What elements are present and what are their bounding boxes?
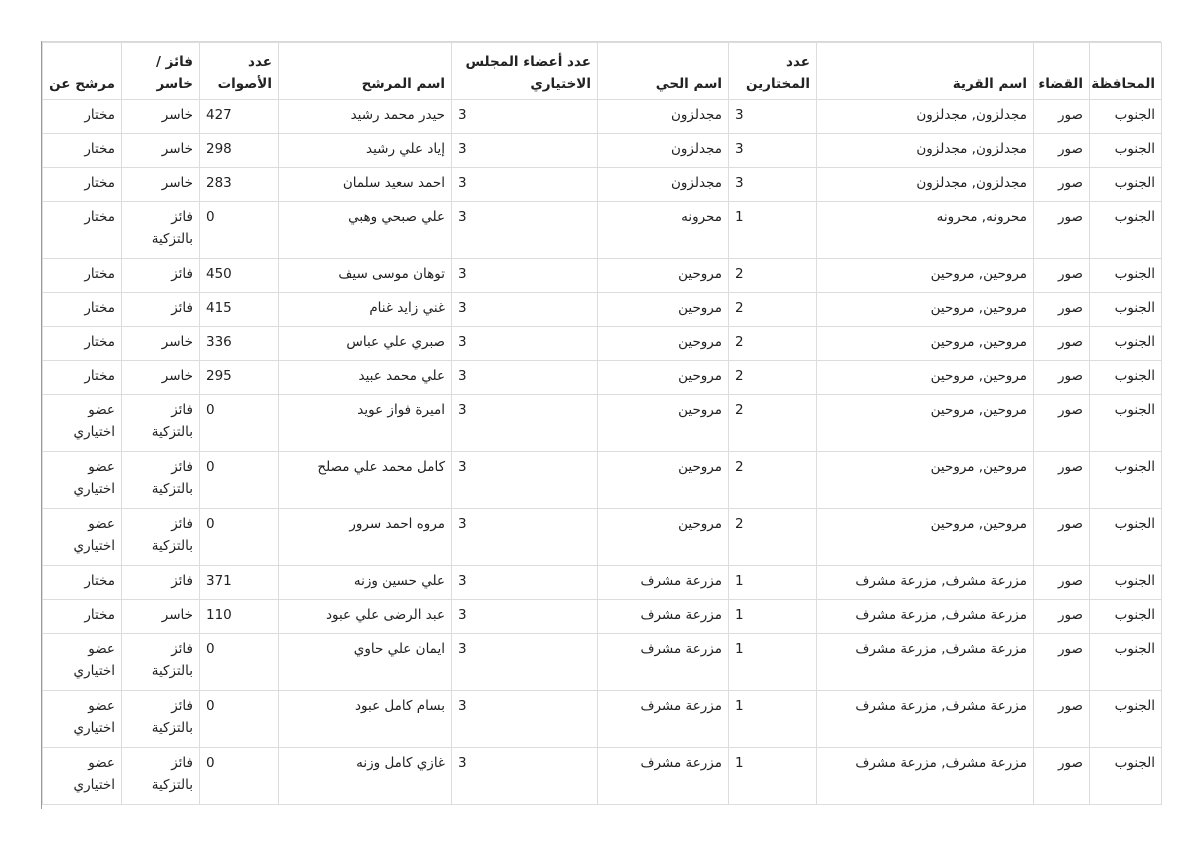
cell-mukhtars-count[interactable]: 2 — [729, 509, 817, 566]
cell-neighborhood[interactable]: مروحين — [598, 509, 729, 566]
header-row — [43, 43, 1162, 100]
cell-neighborhood[interactable]: مجدلزون — [598, 168, 729, 202]
cell-council-members[interactable]: 3 — [452, 634, 598, 691]
cell-mukhtars-count[interactable]: 3 — [729, 134, 817, 168]
spreadsheet-sheet — [41, 41, 1162, 809]
cell-neighborhood[interactable]: مروحين — [598, 259, 729, 293]
cell-council-members[interactable]: 3 — [452, 748, 598, 805]
cell-council-members[interactable]: 3 — [452, 395, 598, 452]
cell-neighborhood[interactable]: مزرعة مشرف — [598, 634, 729, 691]
cell-candidate-for[interactable]: مختار — [43, 134, 122, 168]
cell-mukhtars-count[interactable]: 2 — [729, 452, 817, 509]
cell-governorate[interactable]: الجنوب — [1090, 134, 1162, 168]
cell-candidate-name[interactable]: توهان موسى سيف — [279, 259, 452, 293]
election-results-table — [42, 42, 1162, 805]
cell-governorate[interactable]: الجنوب — [1090, 259, 1162, 293]
cell-mukhtars-count[interactable]: 1 — [729, 202, 817, 259]
cell-mukhtars-count[interactable]: 1 — [729, 634, 817, 691]
cell-governorate[interactable]: الجنوب — [1090, 168, 1162, 202]
cell-council-members[interactable]: 3 — [452, 361, 598, 395]
cell-governorate[interactable]: الجنوب — [1090, 327, 1162, 361]
cell-candidate-name[interactable]: علي صبحي وهبي — [279, 202, 452, 259]
cell-district[interactable]: صور — [1034, 395, 1090, 452]
cell-mukhtars-count[interactable]: 3 — [729, 168, 817, 202]
cell-candidate-for[interactable]: مختار — [43, 259, 122, 293]
cell-result[interactable]: فائز بالتزكية — [122, 748, 200, 805]
cell-votes[interactable]: 110 — [200, 600, 279, 634]
results-table-wrapper — [42, 41, 1161, 805]
cell-candidate-for[interactable]: مختار — [43, 327, 122, 361]
cell-governorate[interactable]: الجنوب — [1090, 691, 1162, 748]
cell-governorate[interactable]: الجنوب — [1090, 509, 1162, 566]
table-row — [43, 361, 1162, 395]
cell-district[interactable]: صور — [1034, 259, 1090, 293]
cell-village[interactable]: محرونه, محرونه — [817, 202, 1034, 259]
cell-district[interactable]: صور — [1034, 168, 1090, 202]
cell-candidate-name[interactable]: علي محمد عبيد — [279, 361, 452, 395]
cell-votes[interactable]: 0 — [200, 634, 279, 691]
cell-result[interactable]: خاسر — [122, 168, 200, 202]
cell-mukhtars-count[interactable]: 2 — [729, 293, 817, 327]
cell-candidate-name[interactable]: اميرة فواز عويد — [279, 395, 452, 452]
table-row — [43, 168, 1162, 202]
cell-neighborhood[interactable]: مروحين — [598, 293, 729, 327]
header-mukhtars-count: عدد المختارين — [729, 43, 817, 100]
cell-governorate[interactable]: الجنوب — [1090, 566, 1162, 600]
cell-votes[interactable]: 371 — [200, 566, 279, 600]
table-row — [43, 691, 1162, 748]
cell-votes[interactable]: 0 — [200, 748, 279, 805]
cell-mukhtars-count[interactable]: 2 — [729, 361, 817, 395]
cell-candidate-for[interactable]: مختار — [43, 566, 122, 600]
cell-candidate-name[interactable]: إياد علي رشيد — [279, 134, 452, 168]
cell-result[interactable]: خاسر — [122, 361, 200, 395]
cell-candidate-for[interactable]: عضو اختياري — [43, 395, 122, 452]
cell-village[interactable]: مروحين, مروحين — [817, 293, 1034, 327]
cell-votes[interactable]: 298 — [200, 134, 279, 168]
cell-votes[interactable]: 0 — [200, 509, 279, 566]
cell-votes[interactable]: 0 — [200, 452, 279, 509]
cell-votes[interactable]: 0 — [200, 202, 279, 259]
cell-votes[interactable]: 0 — [200, 691, 279, 748]
cell-mukhtars-count[interactable]: 1 — [729, 600, 817, 634]
cell-governorate[interactable]: الجنوب — [1090, 293, 1162, 327]
cell-neighborhood[interactable]: مزرعة مشرف — [598, 691, 729, 748]
cell-mukhtars-count[interactable]: 3 — [729, 100, 817, 134]
table-body — [43, 100, 1162, 805]
cell-candidate-for[interactable]: مختار — [43, 100, 122, 134]
cell-district[interactable]: صور — [1034, 566, 1090, 600]
cell-village[interactable]: مروحين, مروحين — [817, 327, 1034, 361]
cell-votes[interactable]: 415 — [200, 293, 279, 327]
cell-result[interactable]: خاسر — [122, 600, 200, 634]
header-neighborhood: اسم الحي — [598, 43, 729, 100]
cell-governorate[interactable]: الجنوب — [1090, 748, 1162, 805]
cell-neighborhood[interactable]: مزرعة مشرف — [598, 566, 729, 600]
cell-candidate-for[interactable]: عضو اختياري — [43, 452, 122, 509]
cell-district[interactable]: صور — [1034, 748, 1090, 805]
cell-candidate-for[interactable]: مختار — [43, 202, 122, 259]
cell-candidate-name[interactable]: علي حسين وزنه — [279, 566, 452, 600]
cell-candidate-for[interactable]: مختار — [43, 293, 122, 327]
cell-result[interactable]: فائز بالتزكية — [122, 202, 200, 259]
cell-neighborhood[interactable]: محرونه — [598, 202, 729, 259]
cell-mukhtars-count[interactable]: 2 — [729, 327, 817, 361]
cell-governorate[interactable]: الجنوب — [1090, 100, 1162, 134]
table-row — [43, 395, 1162, 452]
cell-neighborhood[interactable]: مجدلزون — [598, 100, 729, 134]
cell-candidate-for[interactable]: مختار — [43, 600, 122, 634]
cell-council-members[interactable]: 3 — [452, 202, 598, 259]
cell-village[interactable]: مزرعة مشرف, مزرعة مشرف — [817, 691, 1034, 748]
cell-district[interactable]: صور — [1034, 361, 1090, 395]
header-governorate: المحافظة — [1090, 43, 1162, 100]
cell-neighborhood[interactable]: مروحين — [598, 327, 729, 361]
cell-council-members[interactable]: 3 — [452, 293, 598, 327]
cell-mukhtars-count[interactable]: 1 — [729, 748, 817, 805]
cell-neighborhood[interactable]: مجدلزون — [598, 134, 729, 168]
cell-council-members[interactable]: 3 — [452, 452, 598, 509]
cell-votes[interactable]: 295 — [200, 361, 279, 395]
cell-votes[interactable]: 450 — [200, 259, 279, 293]
table-row — [43, 566, 1162, 600]
cell-result[interactable]: فائز بالتزكية — [122, 452, 200, 509]
cell-result[interactable]: خاسر — [122, 134, 200, 168]
cell-district[interactable]: صور — [1034, 691, 1090, 748]
cell-village[interactable]: مجدلزون, مجدلزون — [817, 100, 1034, 134]
cell-candidate-name[interactable]: مروه احمد سرور — [279, 509, 452, 566]
cell-council-members[interactable]: 3 — [452, 168, 598, 202]
header-candidate-name: اسم المرشح — [279, 43, 452, 100]
cell-neighborhood[interactable]: مروحين — [598, 361, 729, 395]
cell-governorate[interactable]: الجنوب — [1090, 452, 1162, 509]
cell-neighborhood[interactable]: مروحين — [598, 395, 729, 452]
cell-mukhtars-count[interactable]: 2 — [729, 395, 817, 452]
cell-candidate-name[interactable]: بسام كامل عبود — [279, 691, 452, 748]
cell-votes[interactable]: 427 — [200, 100, 279, 134]
cell-council-members[interactable]: 3 — [452, 691, 598, 748]
cell-council-members[interactable]: 3 — [452, 259, 598, 293]
cell-district[interactable]: صور — [1034, 634, 1090, 691]
cell-neighborhood[interactable]: مزرعة مشرف — [598, 600, 729, 634]
cell-candidate-name[interactable]: احمد سعيد سلمان — [279, 168, 452, 202]
cell-mukhtars-count[interactable]: 2 — [729, 259, 817, 293]
cell-district[interactable]: صور — [1034, 134, 1090, 168]
table-row — [43, 100, 1162, 134]
cell-district[interactable]: صور — [1034, 600, 1090, 634]
cell-council-members[interactable]: 3 — [452, 100, 598, 134]
table-row — [43, 748, 1162, 805]
cell-village[interactable]: مجدلزون, مجدلزون — [817, 134, 1034, 168]
cell-council-members[interactable]: 3 — [452, 600, 598, 634]
cell-candidate-name[interactable]: غني زايد غنام — [279, 293, 452, 327]
cell-result[interactable]: خاسر — [122, 100, 200, 134]
cell-result[interactable]: فائز — [122, 293, 200, 327]
cell-candidate-name[interactable]: حيدر محمد رشيد — [279, 100, 452, 134]
header-candidate-for: مرشح عن — [43, 43, 122, 100]
table-row — [43, 452, 1162, 509]
cell-district[interactable]: صور — [1034, 202, 1090, 259]
table-row — [43, 600, 1162, 634]
cell-result[interactable]: فائز بالتزكية — [122, 395, 200, 452]
cell-governorate[interactable]: الجنوب — [1090, 600, 1162, 634]
cell-district[interactable]: صور — [1034, 327, 1090, 361]
cell-candidate-for[interactable]: مختار — [43, 361, 122, 395]
cell-result[interactable]: فائز بالتزكية — [122, 509, 200, 566]
cell-result[interactable]: خاسر — [122, 327, 200, 361]
cell-result[interactable]: فائز — [122, 259, 200, 293]
cell-district[interactable]: صور — [1034, 293, 1090, 327]
header-votes: عدد الأصوات — [200, 43, 279, 100]
cell-village[interactable]: مزرعة مشرف, مزرعة مشرف — [817, 566, 1034, 600]
cell-mukhtars-count[interactable]: 1 — [729, 691, 817, 748]
header-council-members: عدد أعضاء المجلس الاختياري — [452, 43, 598, 100]
cell-village[interactable]: مروحين, مروحين — [817, 509, 1034, 566]
header-district: القضاء — [1034, 43, 1090, 100]
cell-candidate-for[interactable]: عضو اختياري — [43, 748, 122, 805]
table-row — [43, 293, 1162, 327]
cell-result[interactable]: فائز بالتزكية — [122, 691, 200, 748]
cell-council-members[interactable]: 3 — [452, 509, 598, 566]
cell-village[interactable]: مروحين, مروحين — [817, 452, 1034, 509]
cell-neighborhood[interactable]: مزرعة مشرف — [598, 748, 729, 805]
cell-village[interactable]: مروحين, مروحين — [817, 395, 1034, 452]
cell-council-members[interactable]: 3 — [452, 566, 598, 600]
cell-governorate[interactable]: الجنوب — [1090, 395, 1162, 452]
table-row — [43, 259, 1162, 293]
cell-council-members[interactable]: 3 — [452, 327, 598, 361]
cell-candidate-name[interactable]: كامل محمد علي مصلح — [279, 452, 452, 509]
cell-candidate-for[interactable]: عضو اختياري — [43, 634, 122, 691]
cell-candidate-for[interactable]: مختار — [43, 168, 122, 202]
cell-governorate[interactable]: الجنوب — [1090, 361, 1162, 395]
cell-council-members[interactable]: 3 — [452, 134, 598, 168]
cell-mukhtars-count[interactable]: 1 — [729, 566, 817, 600]
cell-village[interactable]: مروحين, مروحين — [817, 259, 1034, 293]
cell-district[interactable]: صور — [1034, 452, 1090, 509]
cell-candidate-for[interactable]: عضو اختياري — [43, 509, 122, 566]
cell-candidate-for[interactable]: عضو اختياري — [43, 691, 122, 748]
header-village: اسم القرية — [817, 43, 1034, 100]
table-row — [43, 634, 1162, 691]
cell-village[interactable]: مجدلزون, مجدلزون — [817, 168, 1034, 202]
cell-governorate[interactable]: الجنوب — [1090, 634, 1162, 691]
table-row — [43, 134, 1162, 168]
cell-candidate-name[interactable]: ايمان علي حاوي — [279, 634, 452, 691]
table-row — [43, 509, 1162, 566]
cell-result[interactable]: فائز — [122, 566, 200, 600]
cell-village[interactable]: مزرعة مشرف, مزرعة مشرف — [817, 600, 1034, 634]
cell-governorate[interactable]: الجنوب — [1090, 202, 1162, 259]
cell-candidate-name[interactable]: غازي كامل وزنه — [279, 748, 452, 805]
cell-votes[interactable]: 0 — [200, 395, 279, 452]
cell-candidate-name[interactable]: عبد الرضى علي عبود — [279, 600, 452, 634]
header-result: فائز / خاسر — [122, 43, 200, 100]
cell-candidate-name[interactable]: صبري علي عباس — [279, 327, 452, 361]
cell-votes[interactable]: 336 — [200, 327, 279, 361]
cell-district[interactable]: صور — [1034, 509, 1090, 566]
cell-village[interactable]: مروحين, مروحين — [817, 361, 1034, 395]
cell-votes[interactable]: 283 — [200, 168, 279, 202]
table-row — [43, 202, 1162, 259]
cell-result[interactable]: فائز بالتزكية — [122, 634, 200, 691]
cell-district[interactable]: صور — [1034, 100, 1090, 134]
cell-village[interactable]: مزرعة مشرف, مزرعة مشرف — [817, 634, 1034, 691]
cell-village[interactable]: مزرعة مشرف, مزرعة مشرف — [817, 748, 1034, 805]
cell-neighborhood[interactable]: مروحين — [598, 452, 729, 509]
table-row — [43, 327, 1162, 361]
